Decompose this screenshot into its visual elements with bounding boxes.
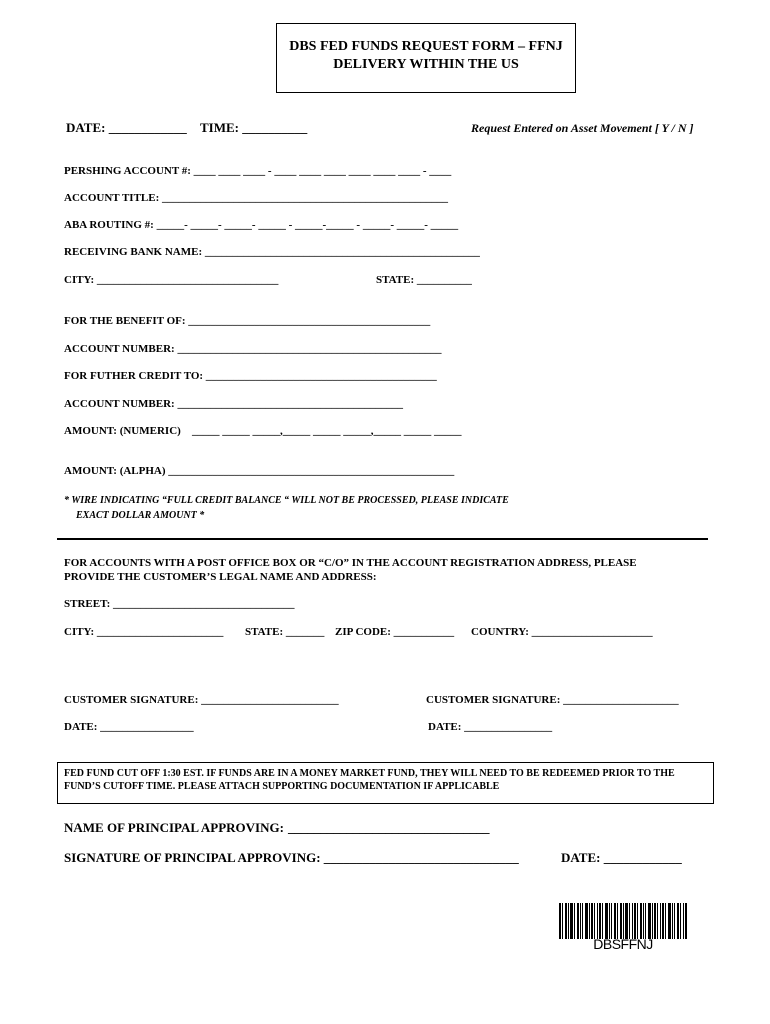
barcode-label: DBSFFNJ — [593, 936, 653, 952]
po-box-instruction-line2: PROVIDE THE CUSTOMER’S LEGAL NAME AND ADDRESS: — [64, 571, 377, 583]
amount-numeric-field[interactable]: _____ _____ _____,_____ _____ _____,_____ _____ _____ — [192, 425, 462, 437]
amount-alpha-field[interactable]: AMOUNT: (ALPHA) ____________________________________________________ — [64, 465, 455, 477]
principal-signature-field[interactable]: SIGNATURE OF PRINCIPAL APPROVING: ______________________________ — [64, 850, 519, 865]
state-field[interactable]: STATE: __________ — [376, 274, 472, 286]
city-field[interactable]: CITY: _________________________________ — [64, 274, 279, 286]
po-city-field[interactable]: CITY: _______________________ — [64, 626, 224, 638]
zip-code-field[interactable]: ZIP CODE: ___________ — [335, 626, 455, 638]
po-box-instruction-line1: FOR ACCOUNTS WITH A POST OFFICE BOX OR “C/O” IN THE ACCOUNT REGISTRATION ADDRESS, PLEASE — [64, 557, 637, 569]
principal-name-label: NAME OF PRINCIPAL APPROVING: — [64, 820, 284, 835]
customer-signature-field-2[interactable]: CUSTOMER SIGNATURE: _____________________ — [426, 694, 679, 706]
barcode-graphic — [559, 903, 687, 939]
wire-note-line1: * WIRE INDICATING “FULL CREDIT BALANCE “ WILL NOT BE PROCESSED, PLEASE INDICATE — [64, 495, 509, 506]
principal-date-field[interactable]: DATE: ____________ — [561, 850, 682, 865]
section-divider — [57, 538, 708, 540]
aba-routing-field[interactable]: ABA ROUTING #: _____- _____- _____- _____ - _____-_____ - _____- _____- _____ — [64, 219, 459, 231]
date-field[interactable]: DATE: ____________ — [66, 120, 187, 135]
wire-note-line2: EXACT DOLLAR AMOUNT * — [76, 510, 205, 521]
form-title-line2: DELIVERY WITHIN THE US — [333, 57, 519, 72]
account-number-field-2[interactable]: ACCOUNT NUMBER: _________________________________________ — [64, 398, 403, 410]
account-number-field-1[interactable]: ACCOUNT NUMBER: ________________________________________________ — [64, 343, 442, 355]
time-field[interactable]: TIME: __________ — [200, 120, 308, 135]
country-field[interactable]: COUNTRY: ______________________ — [471, 626, 653, 638]
account-title-field[interactable]: ACCOUNT TITLE: ____________________________________________________ — [64, 192, 449, 204]
principal-name-field[interactable]: _______________________________ — [288, 820, 490, 835]
form-title-line1: DBS FED FUNDS REQUEST FORM – FFNJ — [289, 39, 563, 54]
further-credit-field[interactable]: FOR FUTHER CREDIT TO: __________________________________________ — [64, 370, 437, 382]
signature-date-field-2[interactable]: DATE: ________________ — [428, 721, 553, 733]
asset-movement-note: Request Entered on Asset Movement [ Y / N ] — [471, 121, 694, 135]
form-title-box — [276, 23, 576, 93]
for-benefit-of-field[interactable]: FOR THE BENEFIT OF: ____________________________________________ — [64, 315, 431, 327]
amount-numeric-label — [64, 425, 181, 437]
amount-numeric-text: AMOUNT: (NUMERIC) — [64, 425, 181, 437]
receiving-bank-field[interactable]: RECEIVING BANK NAME: __________________________________________________ — [64, 246, 480, 258]
cutoff-notice-box — [57, 762, 714, 804]
pershing-account-field[interactable]: PERSHING ACCOUNT #: ____ ____ ____ - ____ ____ ____ ____ ____ ____ - ____ — [64, 165, 452, 177]
po-state-field[interactable]: STATE: _______ — [245, 626, 325, 638]
signature-date-field-1[interactable]: DATE: _________________ — [64, 721, 194, 733]
cutoff-notice-text: FED FUND CUT OFF 1:30 EST. IF FUNDS ARE IN A MONEY MARKET FUND, THEY WILL NEED TO BE REDEEMED PRIOR TO THE FUND’S CUTOFF TIME. PLEASE ATTACH SUPPORTING DOCUMENTATION IF APPLICABLE — [64, 768, 675, 792]
customer-signature-field-1[interactable]: CUSTOMER SIGNATURE: _________________________ — [64, 694, 339, 706]
street-field[interactable]: STREET: _________________________________ — [64, 598, 295, 610]
